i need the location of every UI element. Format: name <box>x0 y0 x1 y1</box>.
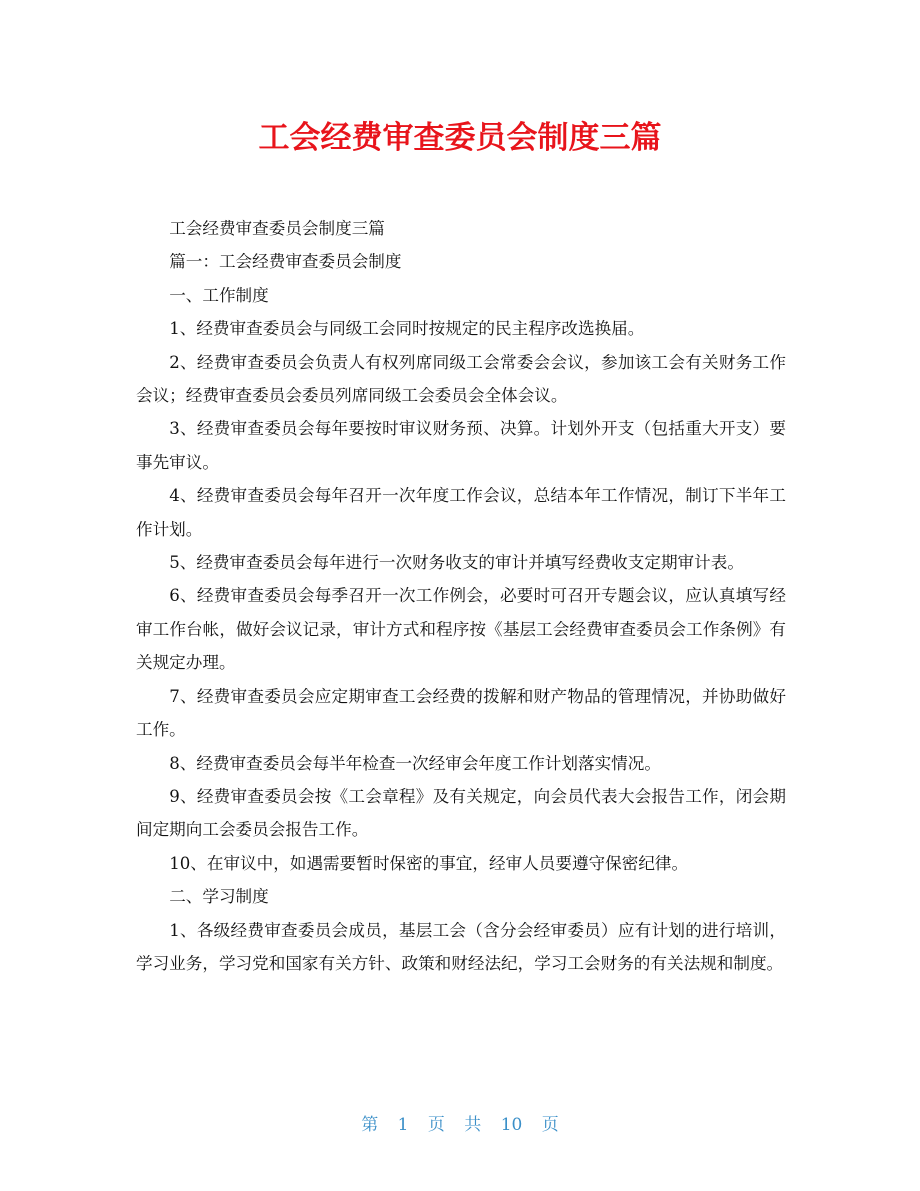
paragraph: 1、各级经费审查委员会成员，基层工会（含分会经审委员）应有计划的进行培训，学习业务，学习党和国家有关方针、政策和财经法纪，学习工会财务的有关法规和制度。 <box>136 920 786 973</box>
paragraph: 6、经费审查委员会每季召开一次工作例会，必要时可召开专题会议，应认真填写经审工作台帐，做好会议记录，审计方式和程序按《基层工会经费审查委员会工作条例》有关规定办理。 <box>136 586 786 673</box>
page-unit-label: 页 <box>427 1115 445 1135</box>
paragraph: 7、经费审查委员会应定期审查工会经费的拨解和财产物品的管理情况，并协助做好工作。 <box>136 686 786 740</box>
paragraph: 5、经费审查委员会每年进行一次财务收支的审计并填写经费收支定期审计表。 <box>169 553 744 573</box>
page-footer <box>0 1112 920 1138</box>
section-heading: 二、学习制度 <box>169 887 269 907</box>
paragraph: 工会经费审查委员会制度三篇 <box>169 219 385 238</box>
paragraph: 3、经费审查委员会每年要按时审议财务预、决算。计划外开支（包括重大开支）要事先审议。 <box>136 419 786 472</box>
paragraph: 4、经费审查委员会每年召开一次年度工作会议，总结本年工作情况，制订下半年工作计划。 <box>136 486 786 539</box>
paragraph: 10、在审议中，如遇需要暂时保密的事宜，经审人员要遵守保密纪律。 <box>169 853 689 873</box>
document-body <box>136 212 786 980</box>
section-heading: 一、工作制度 <box>169 285 269 305</box>
paragraph: 2、经费审查委员会负责人有权列席同级工会常委会会议，参加该工会有关财务工作会议；经费审查委员会委员列席同级工会委员会全体会议。 <box>136 352 786 406</box>
total-unit-label: 页 <box>541 1115 559 1135</box>
paragraph: 1、经费审查委员会与同级工会同时按规定的民主程序改选换届。 <box>169 319 645 339</box>
paragraph: 8、经费审查委员会每半年检查一次经审会年度工作计划落实情况。 <box>169 753 661 773</box>
document-title: 工会经费审查委员会制度三篇 <box>258 120 662 156</box>
total-pages-number: 10 <box>500 1115 523 1135</box>
current-page-number: 1 <box>397 1115 409 1135</box>
paragraph: 9、经费审查委员会按《工会章程》及有关规定，向会员代表大会报告工作，闭会期间定期向工会委员会报告工作。 <box>136 786 786 840</box>
paragraph: 篇一：工会经费审查委员会制度 <box>169 252 402 272</box>
page-label: 第 <box>361 1115 379 1135</box>
total-label: 共 <box>464 1115 482 1135</box>
